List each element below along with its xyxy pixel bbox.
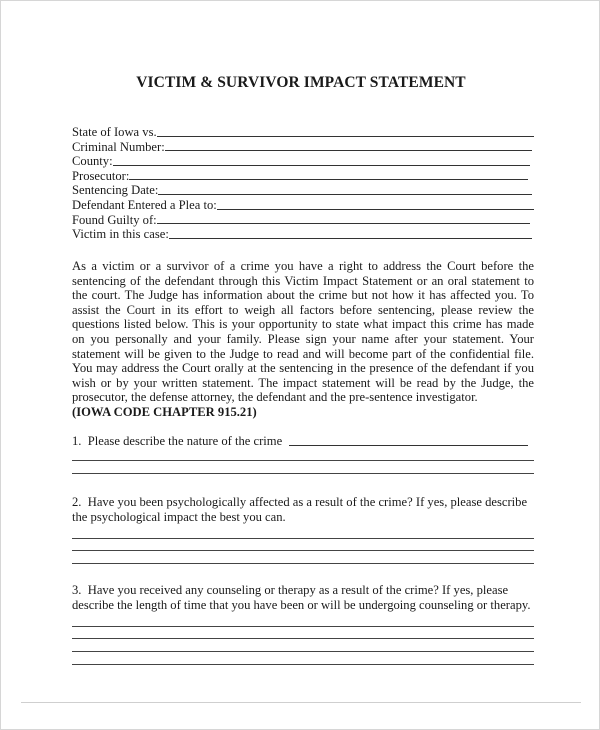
defendant-plea-input[interactable] — [217, 198, 534, 210]
field-criminal-number — [72, 140, 534, 155]
question-2 — [72, 495, 534, 564]
field-county — [72, 154, 534, 169]
field-state-of-iowa-vs — [72, 125, 534, 140]
field-found-guilty-of — [72, 213, 534, 228]
field-victim-in-this-case — [72, 227, 534, 242]
county-input[interactable] — [113, 154, 530, 166]
intro-text: As a victim or a survivor of a crime you have a right to address the Court before the sentencing of the defendant through this Victim Impact Statement or an oral statement to the court. The Judge has information about the crime but not how it has affected you. To assist the Court in its effort to weigh all factors before sentencing, please review the questions listed below. This is your opportunity to state what impact this crime has made on you personally and your family. Please sign your name after your statement. Your statement will be given to the Judge to read and will become part of the confidential file. You may address the Court orally at the sentencing in the presence of the defendant if you wish or by your written statement. The impact statement will be read by the Judge, the prosecutor, the defense attorney, the defendant and the pre-sentence investigator. — [72, 259, 534, 405]
intro-paragraph — [72, 259, 534, 420]
case-info-fields — [72, 125, 534, 242]
sentencing-date-input[interactable] — [158, 183, 532, 195]
question-number: 2. — [72, 495, 82, 509]
question-text: Have you received any counseling or therapy as a result of the crime? If yes, please describe the length of time that you have been or will be undergoing counseling or therapy. — [72, 583, 531, 612]
question-2-answer-line[interactable] — [72, 549, 534, 564]
question-number: 1. — [72, 434, 82, 448]
field-label: Sentencing Date: — [72, 183, 159, 198]
field-defendant-plea — [72, 198, 534, 213]
state-of-iowa-vs-input[interactable] — [157, 125, 534, 137]
field-label: Defendant Entered a Plea to: — [72, 197, 217, 212]
question-1-answer-line[interactable] — [72, 459, 534, 474]
question-1-inline-answer[interactable] — [289, 434, 528, 446]
field-label: Victim in this case: — [72, 227, 169, 242]
question-text: Please describe the nature of the crime — [87, 434, 283, 448]
prosecutor-input[interactable] — [129, 169, 528, 181]
criminal-number-input[interactable] — [165, 140, 532, 152]
victim-input[interactable] — [169, 227, 532, 239]
question-text: Have you been psychologically affected as a result of the crime? If yes, please describe the psychological impact the best you can. — [72, 495, 528, 524]
field-sentencing-date — [72, 183, 534, 198]
document-title: VICTIM & SURVIVOR IMPACT STATEMENT — [136, 74, 466, 91]
field-label: Criminal Number: — [72, 139, 165, 154]
question-3-answer-line[interactable] — [72, 650, 534, 665]
found-guilty-of-input[interactable] — [157, 213, 530, 225]
field-label: County: — [72, 154, 113, 169]
question-number: 3. — [72, 583, 82, 597]
question-3 — [72, 583, 534, 665]
field-prosecutor — [72, 169, 534, 184]
page-divider — [21, 702, 581, 703]
field-label: Found Guilty of: — [72, 212, 157, 227]
question-1 — [72, 434, 534, 474]
iowa-code-citation: (IOWA CODE CHAPTER 915.21) — [72, 404, 257, 419]
field-label: Prosecutor: — [72, 168, 130, 183]
field-label: State of Iowa vs. — [72, 125, 157, 139]
